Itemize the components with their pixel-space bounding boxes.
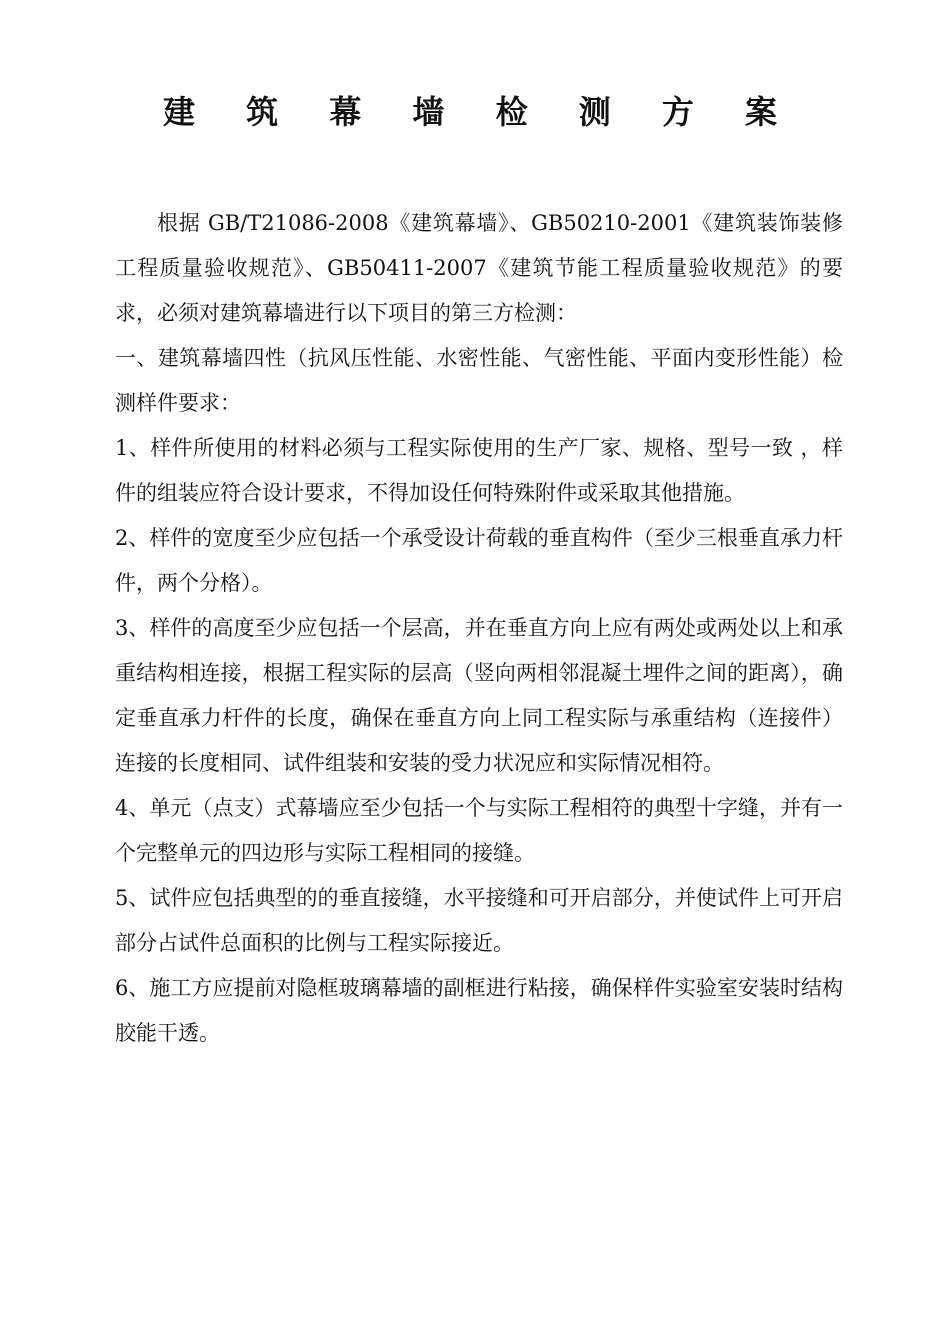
list-item: 6、施工方应提前对隐框玻璃幕墙的副框进行粘接，确保样件实验室安装时结构胶能干透。 xyxy=(115,976,843,1045)
document-body xyxy=(115,201,843,1056)
document-title: 建 筑 幕 墙 检 测 方 案 xyxy=(163,93,797,131)
list-item: 1、样件所使用的材料必须与工程实际使用的生产厂家、规格、型号一致 ，样件的组装应符合设计要求，不得加设任何特殊附件或采取其他措施。 xyxy=(115,436,843,505)
list-item: 4、单元（点支）式幕墙应至少包括一个与实际工程相符的典型十字缝，并有一个完整单元的四边形与实际工程相同的接缝。 xyxy=(115,796,843,865)
list-item: 5、试件应包括典型的的垂直接缝，水平接缝和可开启部分，并使试件上可开启部分占试件总面积的比例与工程实际接近。 xyxy=(115,886,843,955)
list-item: 2、样件的宽度至少应包括一个承受设计荷载的垂直构件（至少三根垂直承力杆件，两个分格）。 xyxy=(115,526,843,595)
intro-paragraph: 根据 GB/T21086-2008《建筑幕墙》、GB50210-2001《建筑装饰装修工程质量验收规范》、GB50411-2007《建筑节能工程质量验收规范》的要求，必须对建筑幕墙进行以下项目的第三方检测： xyxy=(115,211,843,325)
list-item: 3、样件的高度至少应包括一个层高，并在垂直方向上应有两处或两处以上和承重结构相连接，根据工程实际的层高（竖向两相邻混凝土埋件之间的距离），确定垂直承力杆件的长度，确保在垂直方向上同工程实际与承重结构（连接件）连接的长度相同、试件组装和安装的受力状况应和实际情况相符。 xyxy=(115,616,843,775)
section-heading: 一、建筑幕墙四性（抗风压性能、水密性能、气密性能、平面内变形性能）检测样件要求： xyxy=(115,346,843,415)
